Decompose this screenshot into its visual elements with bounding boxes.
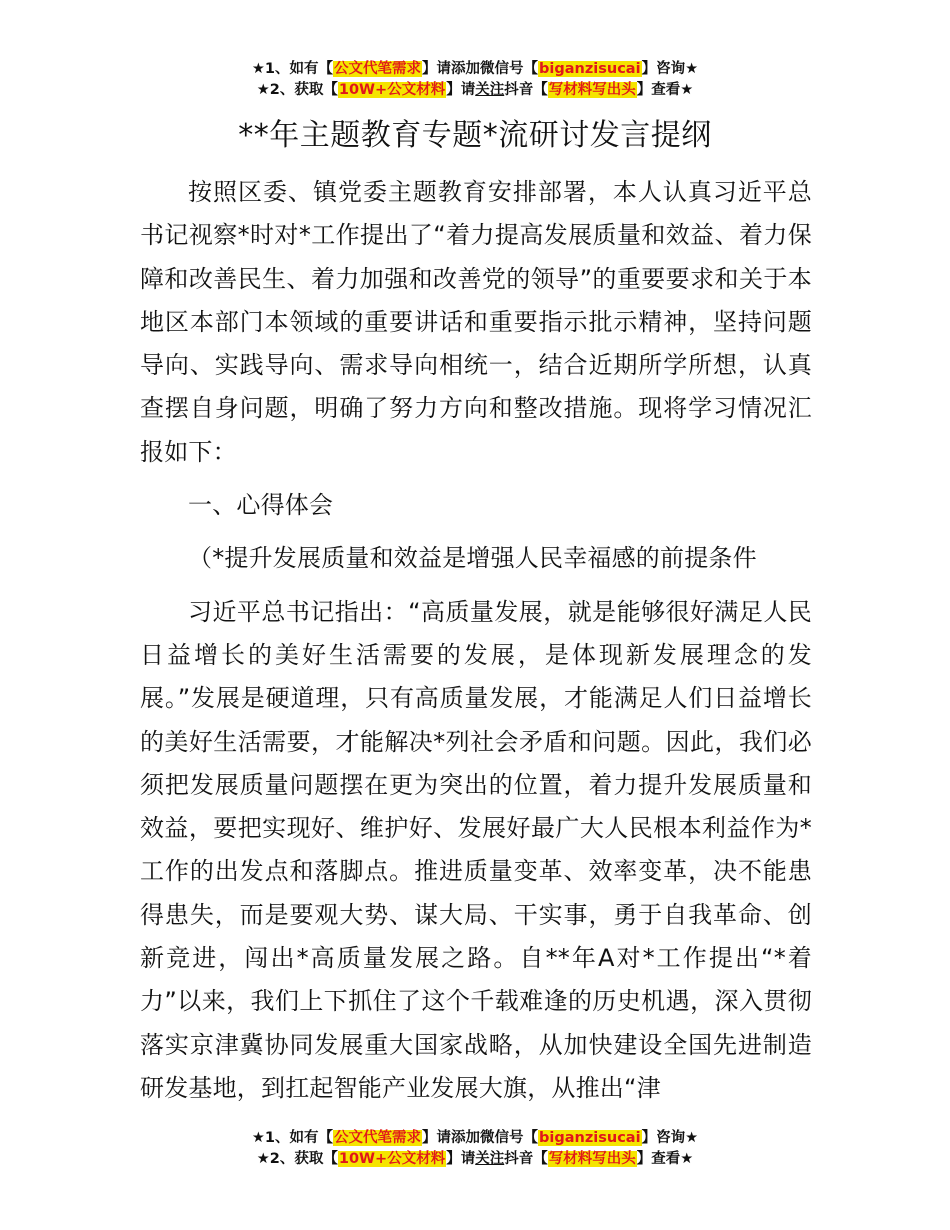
- banner-text: 】咨询★: [641, 1130, 699, 1146]
- body-paragraph: 习近平总书记指出：“高质量发展，就是能够很好满足人民日益增长的美好生活需要的发展，是体现新发展理念的发展。”发展是硬道理，只有高质量发展，才能满足人们日益增长的美好生活需要，才能解决*列社会矛盾和问题。因此，我们必须把发展质量问题摆在更为突出的位置，着力提升发展质量和效益，要把实现好、维护好、发展好最广大人民根本利益作为*工作的出发点和落脚点。推进质量变革、效率变革，决不能患得患失，而是要观大势、谋大局、干实事，勇于自我革命、创新竞进，闯出*高质量发展之路。自**年A对*工作提出“*着力”以来，我们上下抓住了这个千载难逢的历史机遇，深入贯彻落实京津冀协同发展重大国家战略，从加快建设全国先进制造研发基地，到扛起智能产业发展大旗，从推出“津: [140, 597, 812, 1102]
- banner-text: ★2、获取【: [256, 82, 338, 98]
- banner-line-2: [0, 1149, 950, 1170]
- banner-text: ★2、获取【: [256, 1151, 338, 1167]
- highlight-wechat-id: biganzisucai: [539, 1130, 641, 1146]
- banner-text: 】请: [446, 1151, 476, 1167]
- banner-line-1: [0, 1128, 950, 1149]
- banner-text: 】咨询★: [641, 61, 699, 77]
- header-banner: [0, 59, 950, 101]
- subsection-heading: （*提升发展质量和效益是增强人民幸福感的前提条件: [188, 544, 757, 573]
- highlight-service: 公文代笔需求: [334, 1130, 422, 1146]
- highlight-douyin: 写材料写出头: [548, 82, 636, 98]
- banner-text: 抖音【: [504, 1151, 548, 1167]
- banner-follow: 关注: [475, 1151, 505, 1167]
- banner-line-2: [0, 80, 950, 101]
- banner-follow: 关注: [475, 82, 505, 98]
- banner-text: 】查看★: [636, 82, 694, 98]
- banner-text: 】请添加微信号【: [422, 61, 539, 77]
- banner-text: 】请: [446, 82, 476, 98]
- banner-text: ★1、如有【: [251, 1130, 334, 1146]
- banner-text: 】查看★: [636, 1151, 694, 1167]
- footer-banner: [0, 1128, 950, 1170]
- highlight-materials: 10W+公文材料: [338, 1151, 446, 1167]
- section-heading: 一、心得体会: [188, 491, 334, 520]
- intro-paragraph: 按照区委、镇党委主题教育安排部署，本人认真习近平总书记视察*时对*工作提出了“着力提高发展质量和效益、着力保障和改善民生、着力加强和改善党的领导”的重要要求和关于本地区本部门本领域的重要讲话和重要指示批示精神，坚持问题导向、实践导向、需求导向相统一，结合近期所学所想，认真查摆自身问题，明确了努力方向和整改措施。现将学习情况汇报如下：: [140, 178, 812, 466]
- highlight-wechat-id: biganzisucai: [539, 61, 641, 77]
- highlight-materials: 10W+公文材料: [338, 82, 446, 98]
- document-title: **年主题教育专题*流研讨发言提纲: [238, 118, 712, 153]
- document-body: [140, 171, 812, 1110]
- highlight-service: 公文代笔需求: [334, 61, 422, 77]
- highlight-douyin: 写材料写出头: [548, 1151, 636, 1167]
- banner-line-1: [0, 59, 950, 80]
- banner-text: ★1、如有【: [251, 61, 334, 77]
- banner-text: 抖音【: [504, 82, 548, 98]
- banner-text: 】请添加微信号【: [422, 1130, 539, 1146]
